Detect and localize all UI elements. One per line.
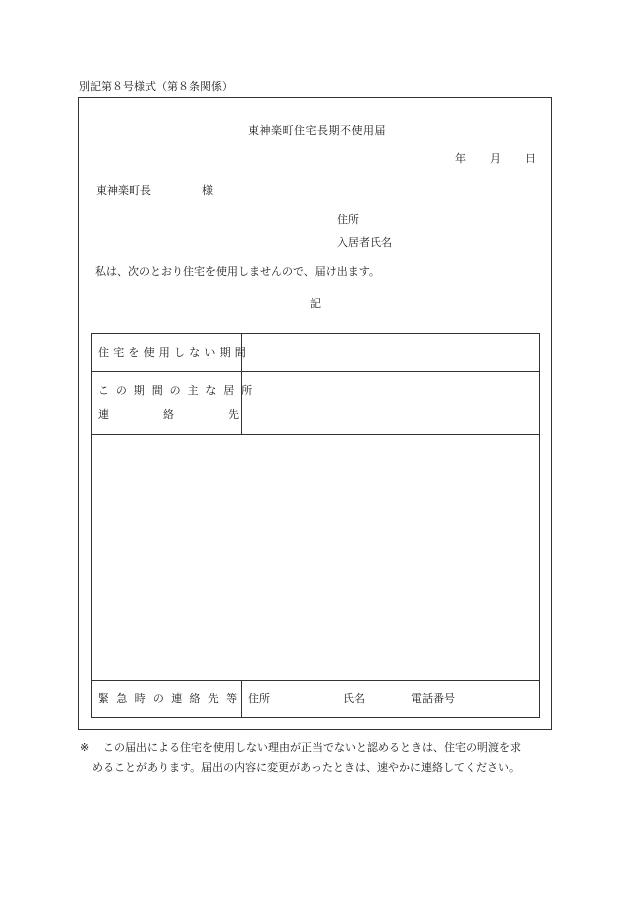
- period-label: 住宅を使用しない期間: [98, 346, 250, 359]
- contact-label: [98, 408, 239, 422]
- emergency-name-label: 氏名: [343, 692, 365, 705]
- table-divider: [92, 371, 539, 372]
- date-year: 年: [455, 152, 466, 165]
- applicant-name-label: 入居者氏名: [337, 236, 392, 249]
- date-month: 月: [490, 152, 501, 165]
- footnote-line-1: この届出による住宅を使用しない理由が正当でないと認めるときは、住宅の明渡を求: [103, 741, 521, 754]
- contact-label-char: 先: [228, 408, 239, 421]
- emergency-phone-label: 電話番号: [411, 692, 455, 705]
- statement-text: 私は、次のとおり住宅を使用しませんので、届け出ます。: [95, 265, 380, 278]
- emergency-address-label: 住所: [248, 692, 270, 705]
- form-number: 別記第８号様式（第８条関係）: [79, 80, 233, 93]
- footnote-line-2: めることがあります。届出の内容に変更があったときは、速やかに連絡してください。: [92, 761, 521, 774]
- contact-label-char: 絡: [163, 408, 174, 421]
- ki-label: 記: [310, 297, 321, 310]
- date-day: 日: [525, 152, 536, 165]
- notes-area[interactable]: [98, 440, 532, 674]
- contact-label-char: 連: [98, 408, 109, 421]
- addressee-name: 東神楽町長: [96, 184, 151, 197]
- addressee-honorific: 様: [202, 184, 213, 197]
- form-title: 東神楽町住宅長期不使用届: [248, 124, 386, 137]
- emergency-label: 緊急時の連絡先等: [98, 692, 245, 705]
- applicant-address-label: 住所: [337, 213, 359, 226]
- footnote-mark: ※: [80, 741, 90, 754]
- residence-field[interactable]: [247, 384, 533, 424]
- table-divider: [92, 434, 539, 435]
- period-field[interactable]: [247, 346, 533, 360]
- residence-label: この期間の主な居所: [98, 384, 260, 397]
- table-divider: [92, 680, 539, 681]
- details-table: [91, 333, 540, 718]
